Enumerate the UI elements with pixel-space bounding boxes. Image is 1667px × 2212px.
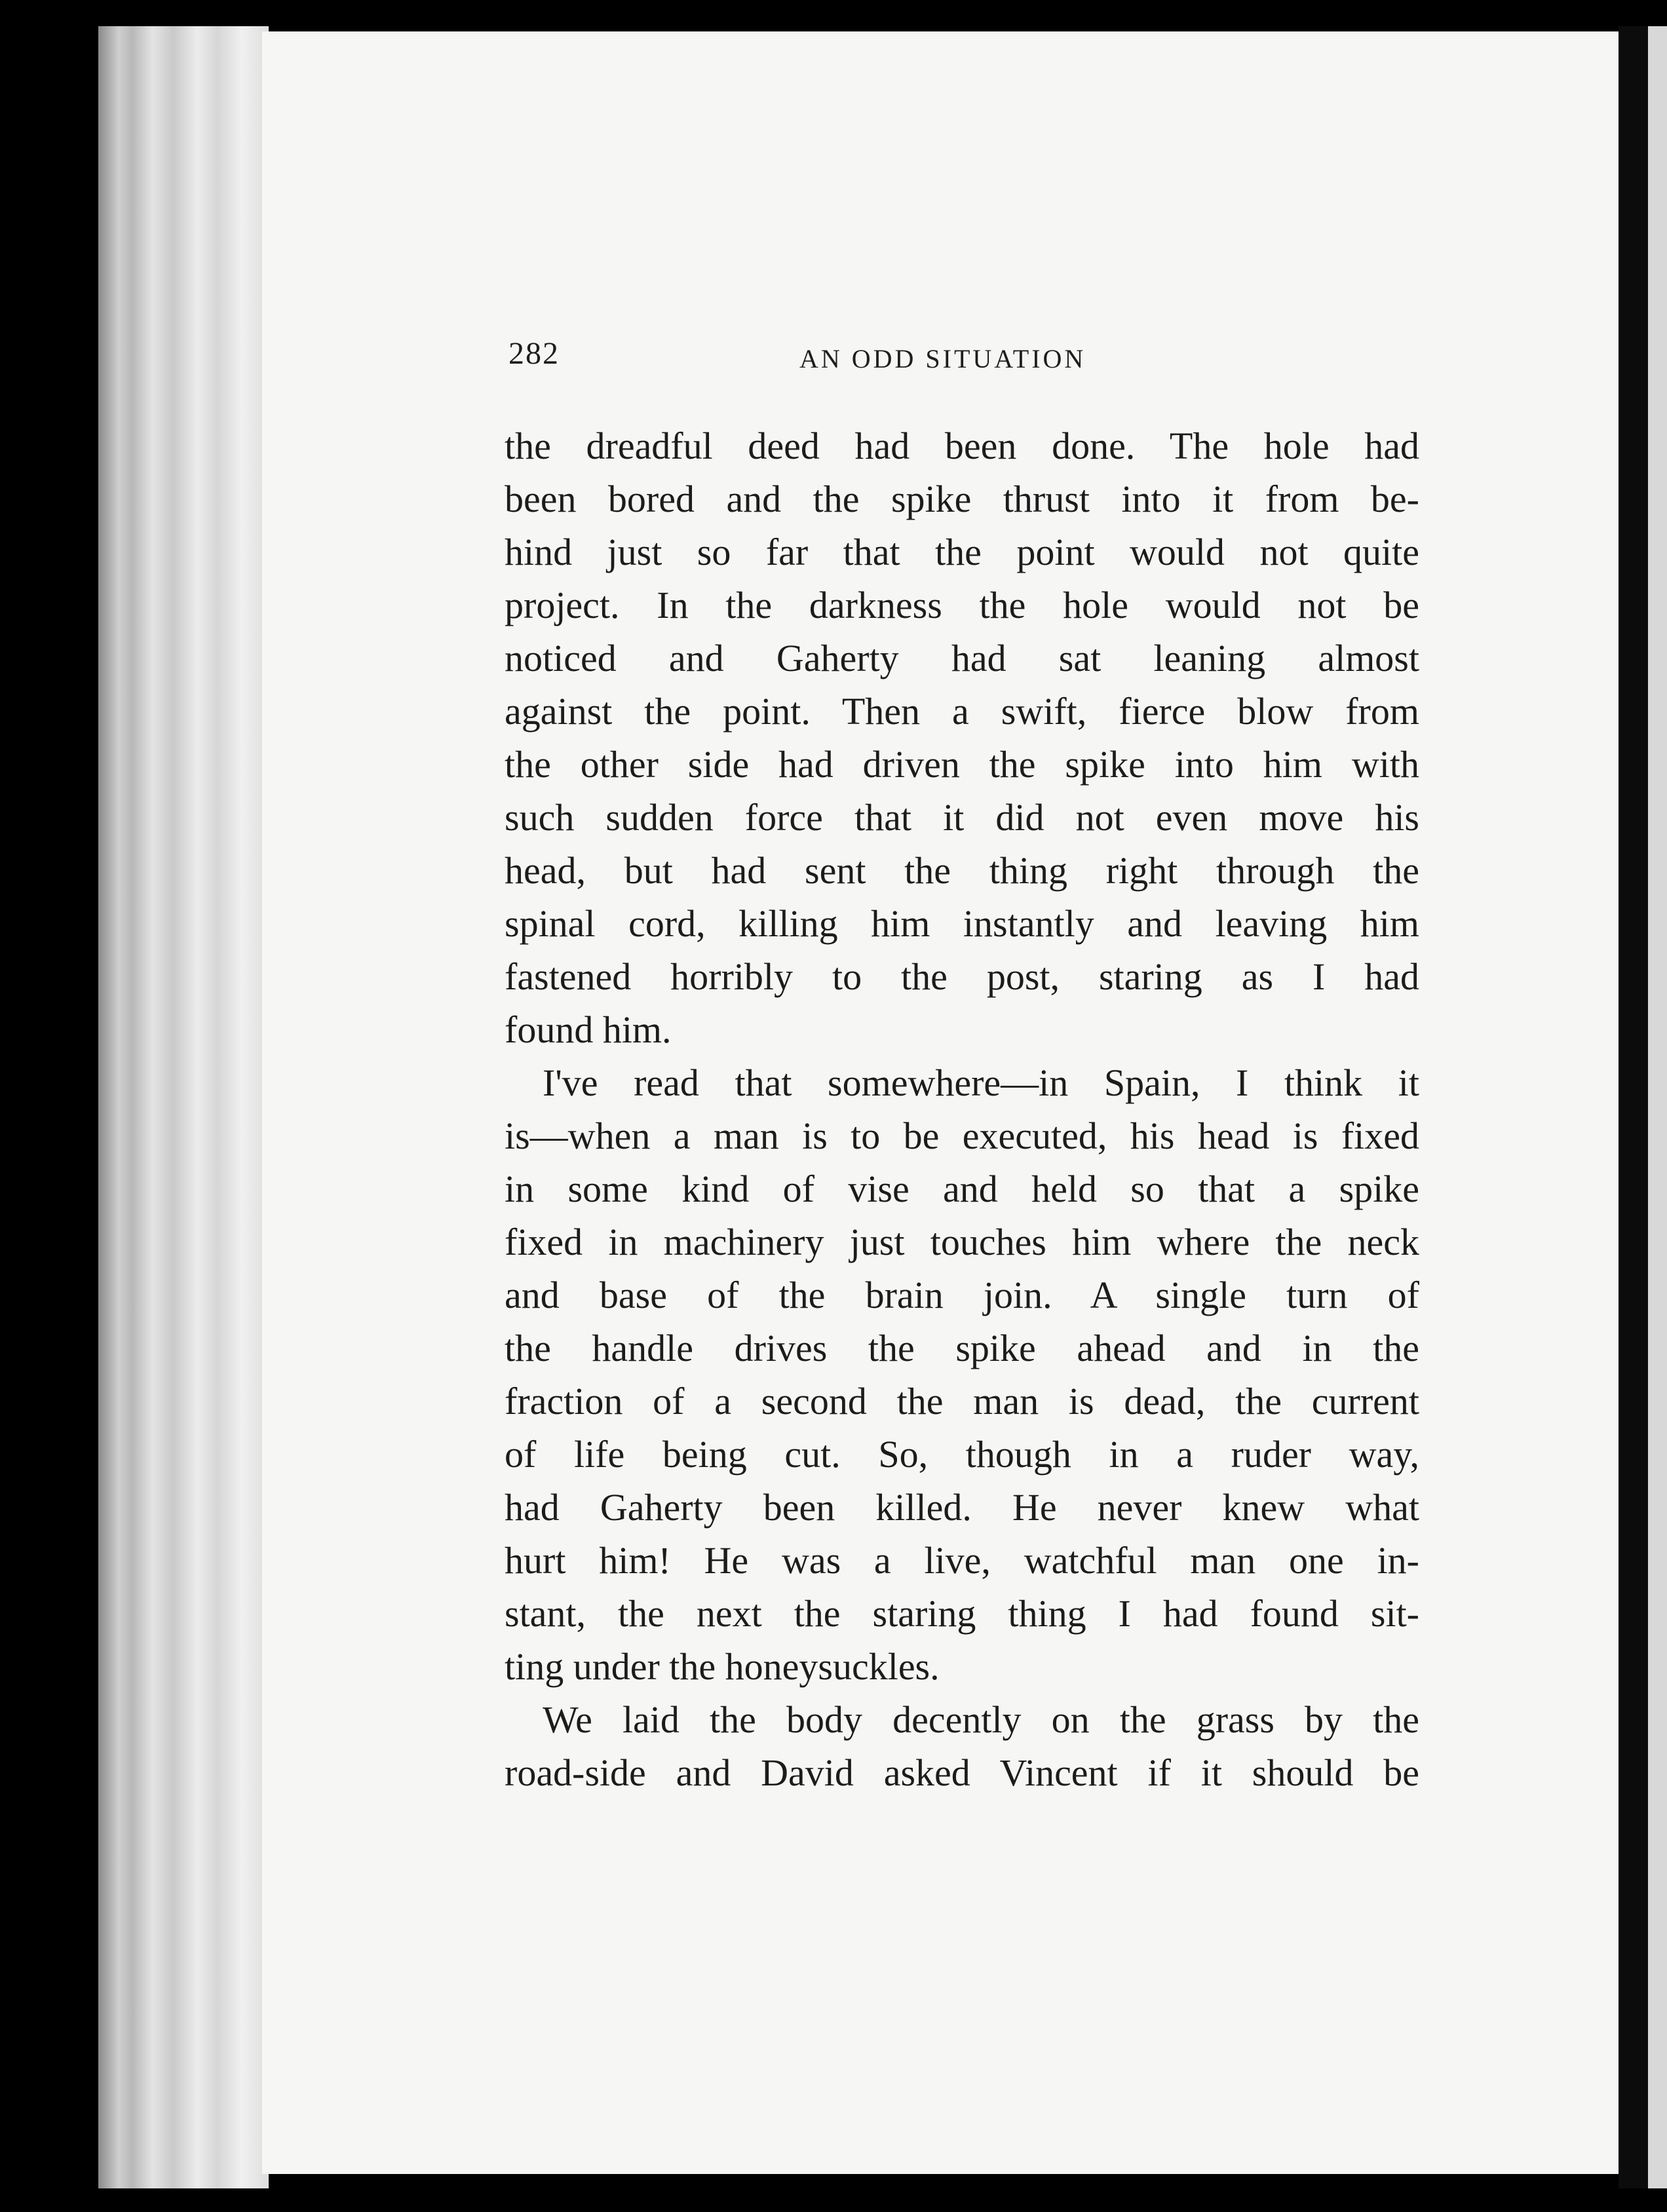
text-line: head, but had sent the thing right through the (505, 849, 1419, 892)
text-line: in some kind of vise and held so that a spike (505, 1168, 1419, 1210)
text-line: of life being cut. So, though in a ruder way, (505, 1433, 1419, 1476)
page-number: 282 (508, 336, 560, 371)
text-line: hurt him! He was a live, watchful man one in- (505, 1539, 1419, 1582)
book-gutter (1619, 26, 1648, 2188)
text-line: fastened horribly to the post, staring as I had (505, 955, 1419, 998)
text-line: I've read that somewhere—in Spain, I think it (543, 1061, 1419, 1104)
text-line: such sudden force that it did not even move his (505, 796, 1419, 839)
page-edges (98, 26, 269, 2188)
facing-page-edge (1648, 26, 1667, 2188)
text-line: and base of the brain join. A single turn of (505, 1274, 1419, 1316)
text-line: ting under the honeysuckles. (505, 1645, 940, 1688)
running-title: AN ODD SITUATION (799, 344, 1086, 373)
body-text (505, 419, 1419, 1799)
text-line: the dreadful deed had been done. The hole had (505, 425, 1419, 467)
text-line: spinal cord, killing him instantly and leaving him (505, 902, 1419, 945)
text-line: noticed and Gaherty had sat leaning almost (505, 637, 1419, 679)
text-line: project. In the darkness the hole would not be (505, 584, 1419, 626)
text-line: is—when a man is to be executed, his head is fixed (505, 1115, 1419, 1157)
text-line: against the point. Then a swift, fierce blow from (505, 690, 1419, 733)
text-line: fraction of a second the man is dead, the current (505, 1380, 1419, 1422)
text-line: hind just so far that the point would not quite (505, 531, 1419, 573)
text-line: found him. (505, 1008, 672, 1051)
text-line: We laid the body decently on the grass by the (543, 1698, 1419, 1741)
text-line: been bored and the spike thrust into it from be- (505, 478, 1419, 520)
text-line: road-side and David asked Vincent if it should be (505, 1751, 1419, 1794)
text-line: stant, the next the staring thing I had found sit- (505, 1592, 1419, 1635)
text-line: the other side had driven the spike into him with (505, 743, 1419, 786)
text-line: had Gaherty been killed. He never knew what (505, 1486, 1419, 1529)
running-head (508, 335, 1419, 381)
text-line: fixed in machinery just touches him where the neck (505, 1221, 1419, 1263)
text-line: the handle drives the spike ahead and in the (505, 1327, 1419, 1369)
